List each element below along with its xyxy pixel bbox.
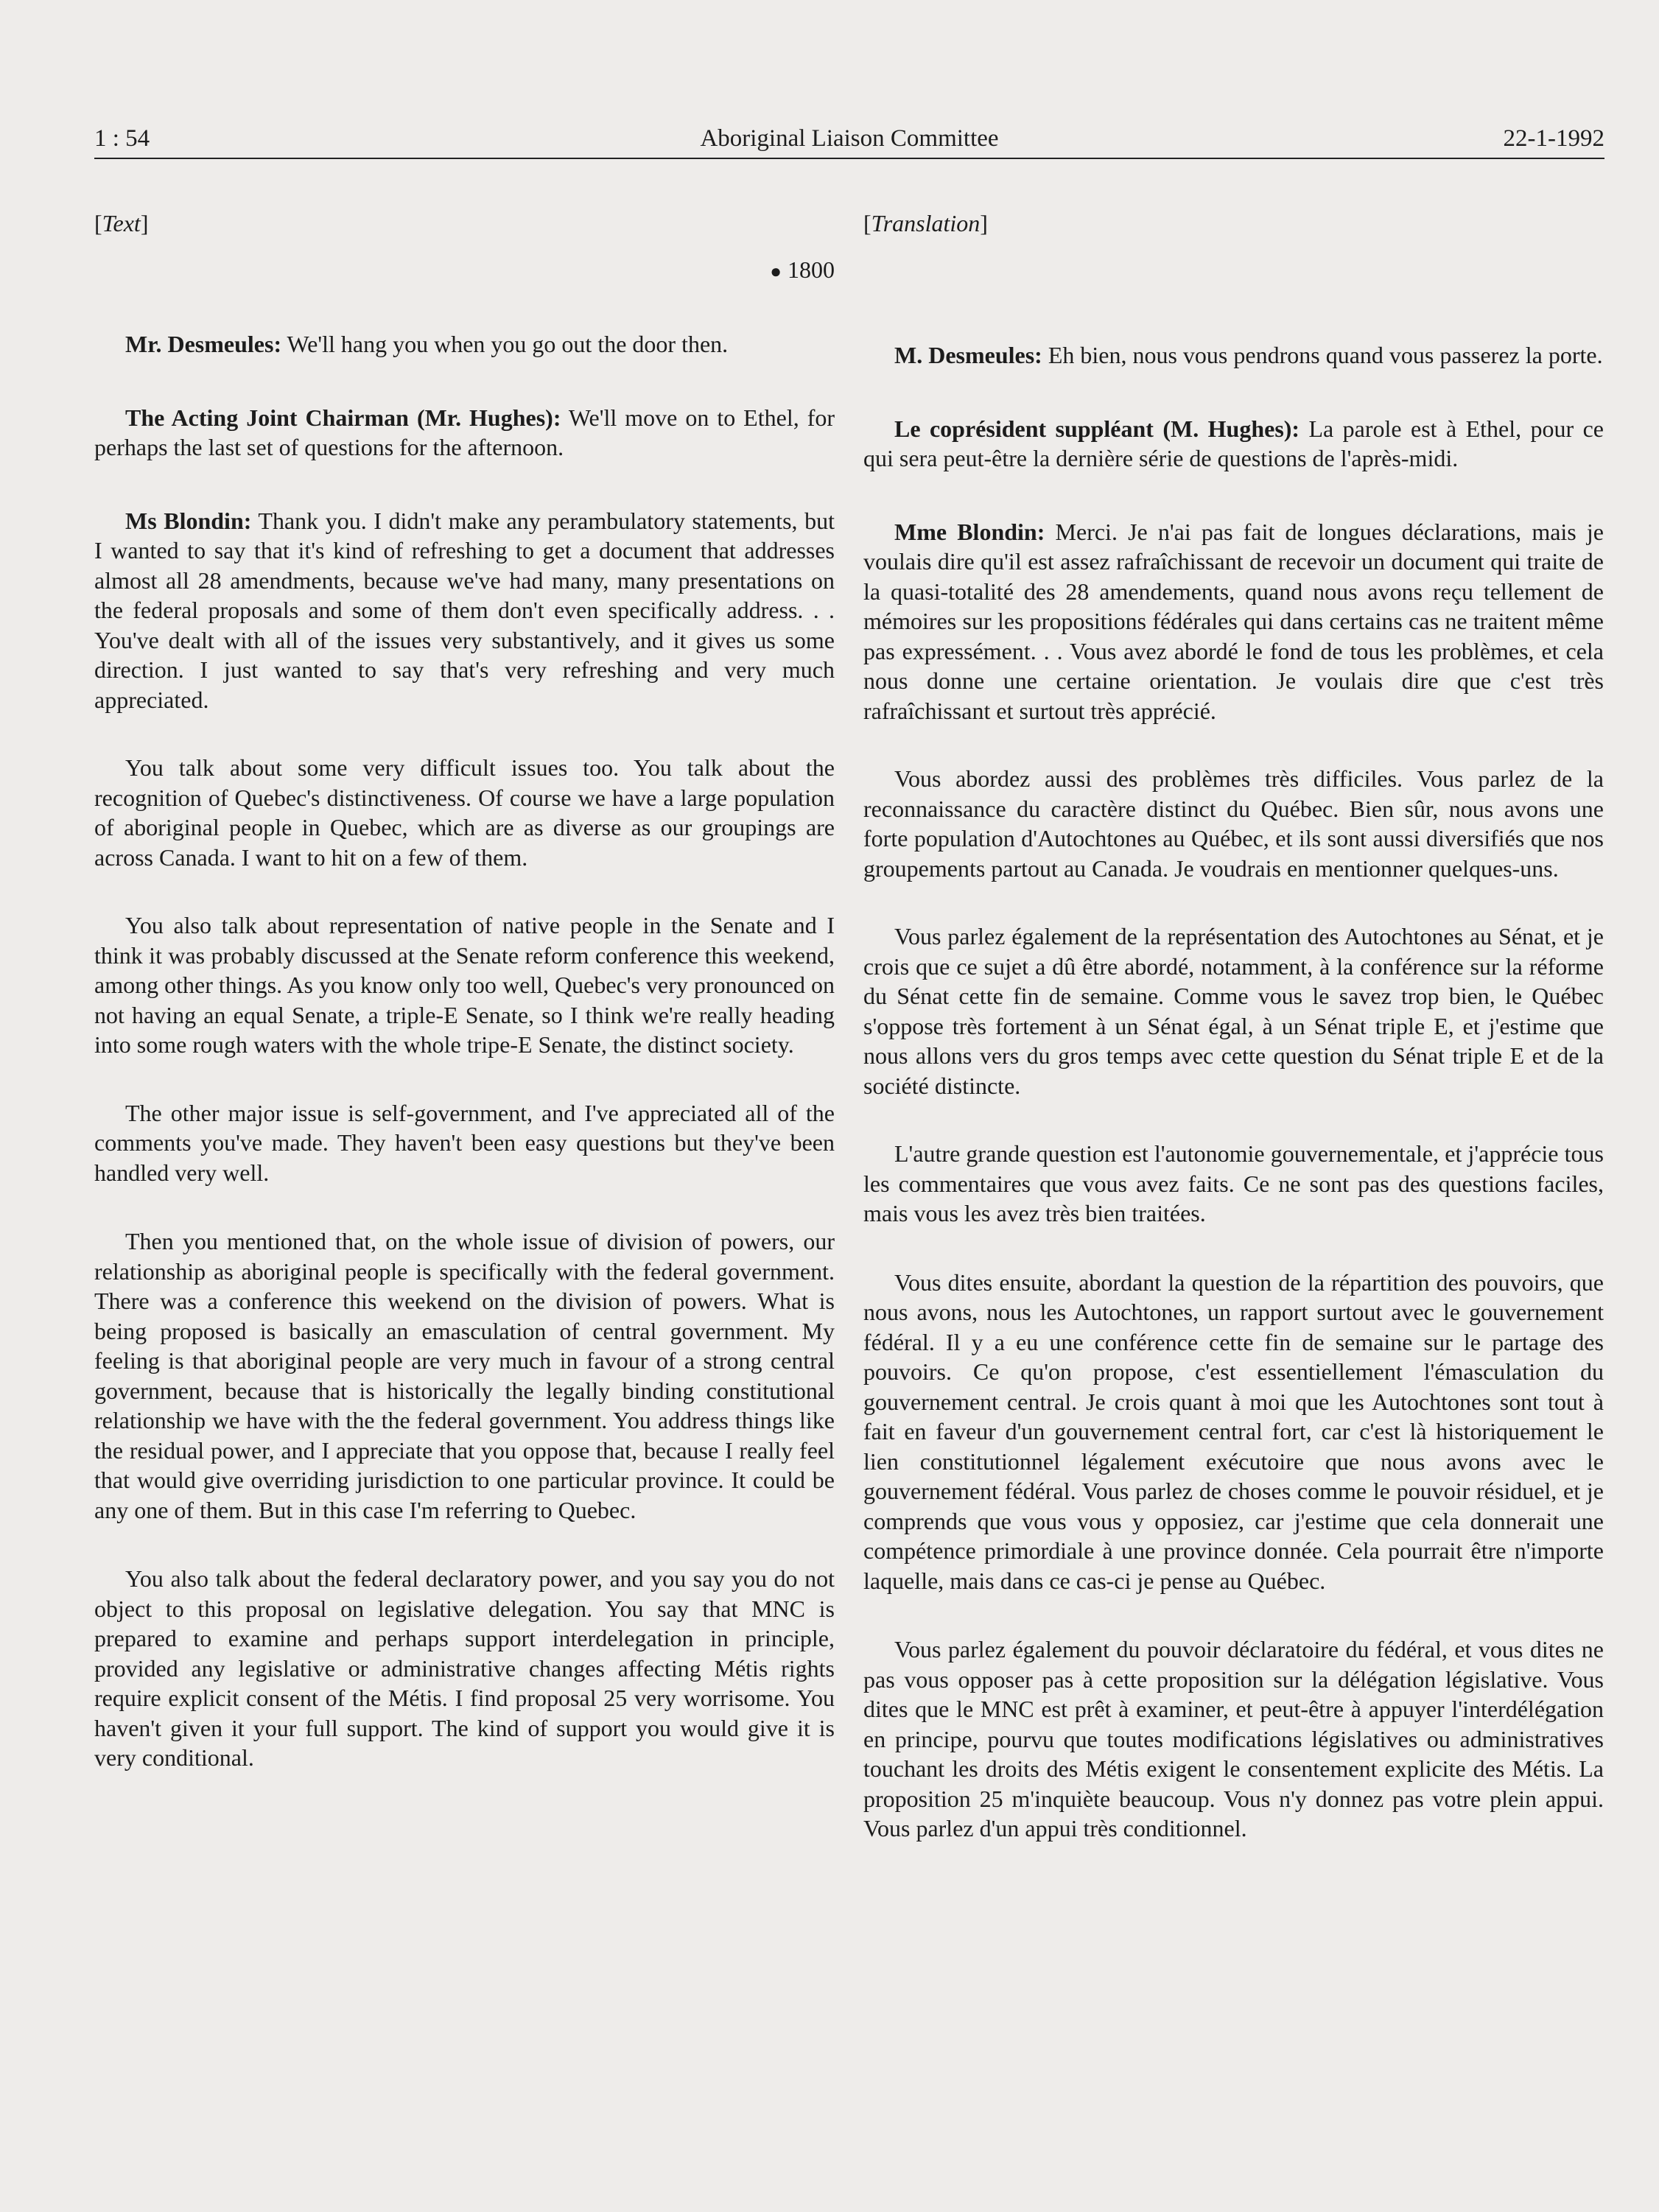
paragraph [94,1564,835,1773]
speech-text: You talk about some very difficult issues too. You talk about the recognition of Quebec's distinctiveness. Of course we have a large population of aboriginal people in Quebec, which are as diverse as our groupings are across Canada. I want to hit on a few of them. [94,754,835,871]
paragraph [863,921,1604,1100]
speech-text: Vous parlez également de la représentation des Autochtones au Sénat, et je crois que ce sujet a dû être abordé, notamment, à la conférence sur la réforme du Sénat cette fin de semaine. Comme vous le savez trop bien, le Québec s'oppose très fortement à un Sénat égal, à un Sénat triple E, et j'estime que nous allons vers du gros temps avec cette question du Sénat triple E et de la société distincte. [863,923,1604,1099]
speech-text: Vous abordez aussi des problèmes très difficiles. Vous parlez de la reconnaissance du caractère distinct du Québec. Bien sûr, nous avons une forte population d'Autochtones au Québec, et ils sont aussi diversifiés que nos groupements partout au Canada. Je voudrais en mentionner quelques-uns. [863,765,1604,882]
paragraph [863,1139,1604,1229]
speaker-name: M. Desmeules: [894,342,1042,368]
speech-text: We'll move on to Ethel, for perhaps the last set of questions for the afternoon. [94,404,835,460]
language-marker-translation: [Translation] [863,210,988,236]
speech-text: Vous parlez également du pouvoir déclaratoire du fédéral, et vous dites ne pas vous opposer pas à cette proposition sur la délégation législative. Vous dites que le MNC est prêt à examiner, et peut-être à appuyer l'interdélégation en principe, pourvu que toutes modifications législatives ou administratives touchant les droits des Métis exigent le consentement explicite des Métis. La proposition 25 m'inquiète beaucoup. Vous n'y donnez pas votre plein appui. Vous parlez d'un appui très conditionnel. [863,1636,1604,1841]
paragraph [863,517,1604,726]
speech-text: You also talk about the federal declaratory power, and you say you do not object to this proposal on legislative delegation. You say that MNC is prepared to examine and perhaps support interdelegation in principle, provided any legislative or administrative changes affecting Métis rights require explicit consent of the Métis. I find proposal 25 very worrisome. You haven't given it your full support. The kind of support you would give it is very conditional. [94,1565,835,1771]
speaker-name: Le coprésident suppléant (M. Hughes): [894,415,1300,442]
speaker-name: Ms Blondin: [125,507,252,534]
speech-text: Eh bien, nous vous pendrons quand vous passerez la porte. [1042,342,1603,368]
speech-text: We'll hang you when you go out the door then. [281,331,729,357]
paragraph [94,329,835,359]
speaker-name: The Acting Joint Chairman (Mr. Hughes): [125,404,561,431]
paragraph [94,506,835,715]
french-column [863,208,1604,1844]
speech-text: Then you mentioned that, on the whole issue of division of powers, our relationship as aboriginal people is specifically with the federal government. There was a conference this weekend on the division of powers. What is being proposed is basically an emasculation of central government. My feeling is that aboriginal people are very much in favour of a strong central government, because that is historically the legally binding constitutional relationship we have with the the federal government. You address things like the residual power, and I appreciate that you oppose that, because I really feel that would give overriding jurisdiction to one particular province. It could be any one of them. But in this case I'm referring to Quebec. [94,1228,835,1523]
paragraph [94,1226,835,1525]
paragraph [94,910,835,1060]
speech-text: Thank you. I didn't make any perambulatory statements, but I wanted to say that it's kind of refreshing to get a document that addresses almost all 28 amendments, because we've had many, many presentations on the federal proposals and some of them don't even specifically address. . . You've dealt with all of the issues very substantively, and it gives us some direction. I just wanted to say that's very refreshing and very much appreciated. [94,507,835,713]
speech-text: The other major issue is self-government, and I've appreciated all of the comments you've made. They haven't been easy questions but they've been handled very well. [94,1099,835,1186]
page-number: 1 : 54 [94,125,150,152]
speech-text: Vous dites ensuite, abordant la question de la répartition des pouvoirs, que nous avons, nous les Autochtones, un rapport surtout avec le gouvernement fédéral. Il y a eu une conférence cette fin de semaine sur le partage des pouvoirs. Ce qu'on propose, c'est essentiellement l'émasculation du gouvernement central. Je crois quant à moi que les Autochtones sont tout à fait en faveur d'un gouvernement central fort, car c'est là historiquement le lien constitutionnel légalement exécutoire que nous avons avec le gouvernement fédéral. Vous parlez de choses comme le pouvoir résiduel, et je comprends que vous vous y opposiez, car j'estime que cela donnerait une compétence primordiale à une province donnée. Cela pourrait être n'importe laquelle, mais dans ce cas-ci je pense au Québec. [863,1268,1604,1594]
speech-text: Merci. Je n'ai pas fait de longues déclarations, mais je voulais dire qu'il est assez rafraîchissant de recevoir un document qui traite de la quasi-totalité des 28 amendements, quand nous avons reçu tellement de mémoires sur les propositions fédérales qui dans certains cas ne traitent même pas expressément. . . Vous avez abordé le fond de tous les problèmes, et cela nous donne une certaine orientation. Je voulais dire que c'est très rafraîchissant et surtout très apprécié. [863,518,1604,724]
paragraph [863,414,1604,474]
paragraph [863,1635,1604,1844]
speech-text: La parole est à Ethel, pour ce qui sera peut-être la dernière série de questions de l'après-midi. [863,415,1604,471]
committee-title: Aboriginal Liaison Committee [700,125,999,152]
paragraph [94,1098,835,1188]
page-header [94,119,1604,159]
language-marker-text: [Text] [94,210,149,236]
paragraph [863,764,1604,883]
paragraph [94,403,835,463]
speaker-name: Mr. Desmeules: [125,331,282,357]
speaker-name: Mme Blondin: [894,518,1045,545]
paragraph [863,1268,1604,1596]
paragraph [863,340,1604,371]
header-date: 22-1-1992 [1503,125,1604,152]
time-marker: ● 1800 [770,256,835,283]
bullet-icon: ● [770,261,782,282]
speech-text: You also talk about representation of native people in the Senate and I think it was probably discussed at the Senate reform conference this weekend, among other things. As you know only too well, Quebec's very pronounced on not having an equal Senate, a triple-E Senate, so I think we're really heading into some rough waters with the whole tripe-E Senate, the distinct society. [94,912,835,1058]
paragraph [94,753,835,872]
english-column [94,208,835,1773]
speech-text: L'autre grande question est l'autonomie gouvernementale, et j'apprécie tous les commentaires que vous avez faits. Ce ne sont pas des questions faciles, mais vous les avez très bien traitées. [863,1140,1604,1226]
